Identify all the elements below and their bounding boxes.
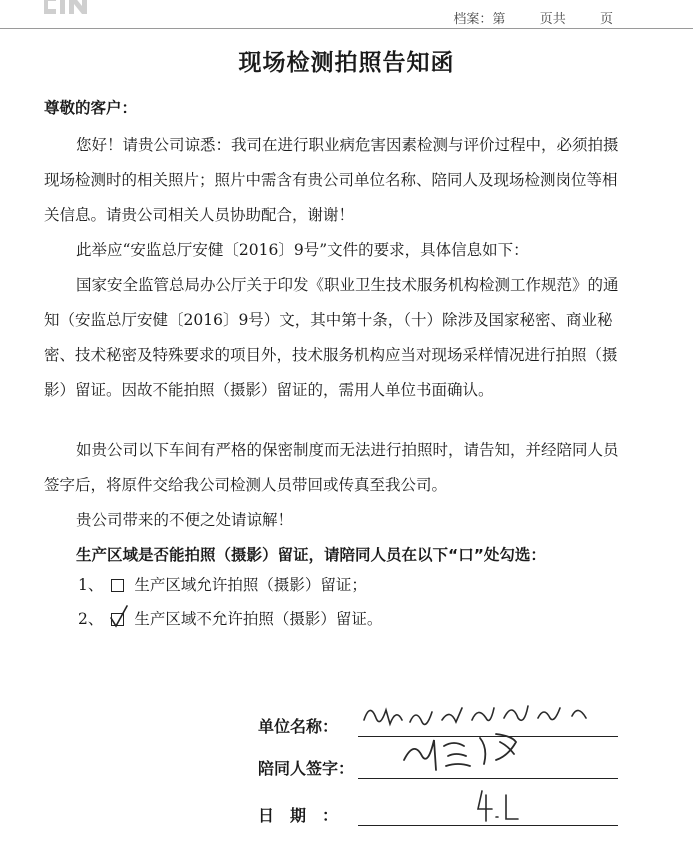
paragraph-regulation: 国家安全监管总局办公厅关于印发《职业卫生技术服务机构检测工作规范》的通知（安监总厅安健〔2016〕9号）文，其中第十条，（十）除涉及国家秘密、商业秘密、技术秘密及特殊要求的项目外，技术服务机构应当对现场采样情况进行拍照（摄影）留证。因故不能拍照（摄影）留证的，需用人单位书面确认。 bbox=[44, 276, 619, 399]
companion-signature-label: 陪同人签字： bbox=[258, 759, 355, 778]
photo-permission-question: 生产区域是否能拍照（摄影）留证，请陪同人员在以下“口”处勾选： bbox=[76, 546, 546, 564]
paragraph-basis: 此举应“安监总厅安健〔2016〕9号”文件的要求，具体信息如下： bbox=[76, 241, 529, 259]
header-divider bbox=[0, 28, 693, 29]
paragraph-greeting: 您好！请贵公司谅悉：我司在进行职业病危害因素检测与评价过程中，必须拍摄现场检测时的相关照片；照片中需含有贵公司单位名称、陪同人及现场检测岗位等相关信息。请贵公司相关人员协助配合，谢谢！ bbox=[44, 136, 619, 224]
allow-checkbox[interactable] bbox=[111, 579, 124, 592]
paragraph-confidentiality: 如贵公司以下车间有严格的保密制度而无法进行拍照时，请告知，并经陪同人员签字后，将原件交给我公司检测人员带回或传真至我公司。 bbox=[44, 441, 619, 494]
companion-signature-line[interactable] bbox=[358, 750, 618, 779]
document-title: 现场检测拍照告知函 bbox=[238, 50, 455, 76]
option-number: 1、 bbox=[78, 576, 104, 594]
companion-signature-handwriting bbox=[398, 730, 538, 776]
option-label: 生产区域不允许拍照（摄影）留证。 bbox=[134, 610, 383, 628]
page-suffix: 页 bbox=[599, 12, 613, 27]
paragraph-apology: 贵公司带来的不便之处请谅解！ bbox=[76, 511, 294, 529]
date-row bbox=[258, 797, 618, 826]
date-label: 日 期 ： bbox=[258, 806, 339, 825]
archive-page-indicator bbox=[453, 8, 613, 27]
checkmark-icon bbox=[108, 604, 130, 630]
date-line[interactable] bbox=[358, 797, 618, 826]
page-label: 页共 bbox=[539, 12, 566, 27]
option-deny[interactable] bbox=[78, 602, 382, 637]
deny-checkbox[interactable] bbox=[111, 613, 124, 626]
option-allow[interactable] bbox=[78, 568, 367, 603]
company-name-handwriting bbox=[358, 694, 598, 734]
date-handwriting bbox=[476, 787, 536, 823]
company-logo bbox=[40, 0, 100, 16]
option-label: 生产区域允许拍照（摄影）留证； bbox=[134, 576, 367, 594]
company-name-label: 单位名称： bbox=[258, 717, 339, 736]
salutation: 尊敬的客户： bbox=[44, 99, 138, 117]
companion-signature-row bbox=[258, 750, 618, 779]
archive-label: 档案：第 bbox=[453, 12, 506, 27]
option-number: 2、 bbox=[78, 610, 104, 628]
